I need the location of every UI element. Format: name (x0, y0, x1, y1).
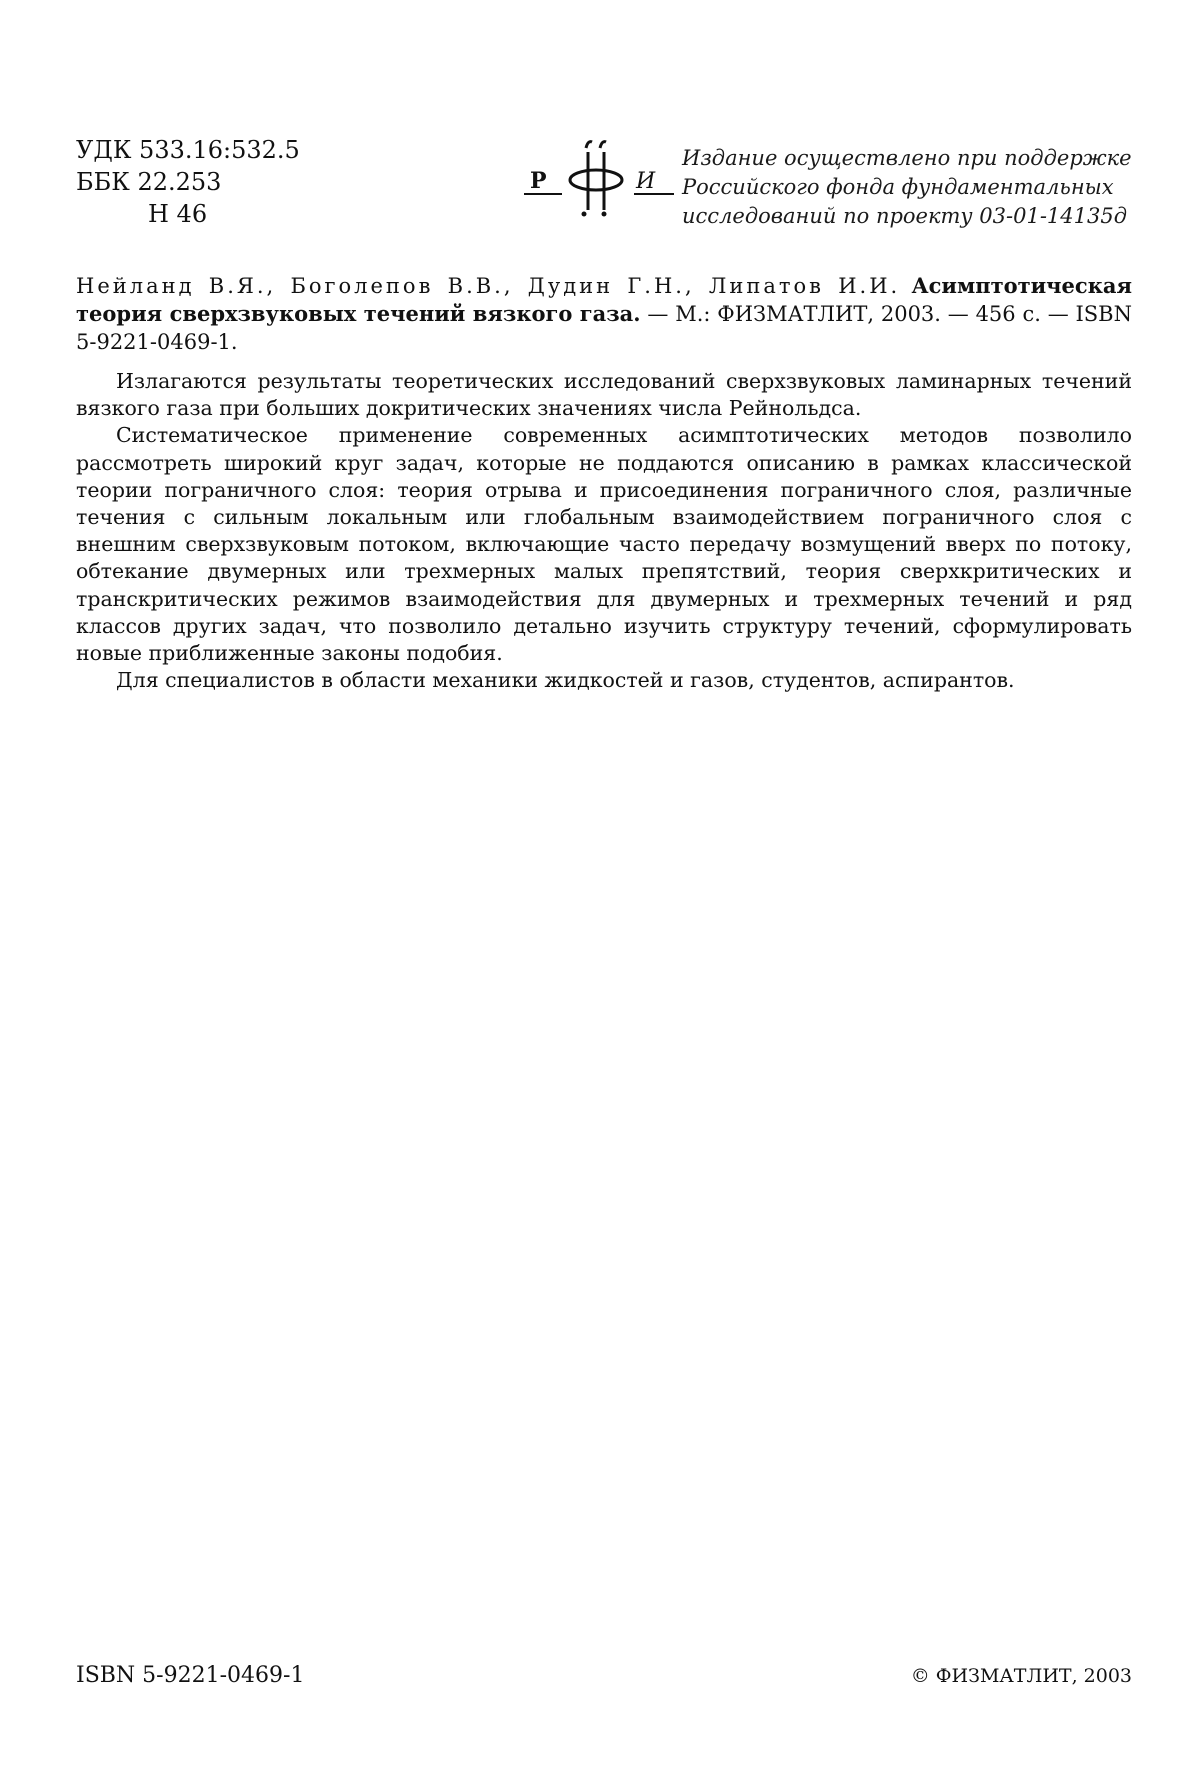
rffi-logo-icon (524, 138, 674, 222)
footer-isbn: ISBN 5-9221-0469-1 (76, 1663, 305, 1688)
udk-code: УДК 533.16:532.5 (76, 136, 300, 164)
logo-letter-left: Р (530, 168, 547, 194)
footer-copyright: © ФИЗМАТЛИТ, 2003 (910, 1665, 1132, 1687)
support-line: исследований по проекту 03-01-14135д (682, 204, 1128, 228)
record-title: Асимптотическая теория сверхзвуковых течений вязкого газа. (76, 273, 1132, 326)
record-authors: Нейланд В.Я., Боголепов В.В., Дудин Г.Н., Липатов И.И. (76, 274, 901, 298)
logo-letter-right: И (636, 169, 656, 194)
author-mark: Н 46 (148, 200, 208, 228)
publication-support-note (682, 144, 1132, 231)
bbk-code: ББК 22.253 (76, 168, 222, 196)
bibliographic-record (76, 272, 1132, 356)
support-line: Российского фонда фундаментальных (682, 175, 1114, 199)
record-imprint: — М.: ФИЗМАТЛИТ, 2003. — 456 с. — ISBN 5-9221-0469-1. (76, 302, 1132, 354)
classification-codes (76, 134, 300, 230)
abstract-paragraph: Систематическое применение современных асимптотических методов позволило рассмотреть широкий круг задач, которые не поддаются описанию в рамках классической теории пограничного слоя: теория отрыва и присоединения пограничного слоя, различные течения с сильным локальным или глобальным взаимодействием пограничного слоя с внешним сверхзвуковым потоком, включающие часто передачу возмущений вверх по потоку, обтекание двумерных или трехмерных малых препятствий, теория сверхкритических и транскритических режимов взаимодействия для двумерных и трехмерных течений и ряд классов других задач, что позволило детально изучить структуру течений, сформулировать новые приближенные законы подобия. (76, 423, 1132, 666)
abstract (76, 368, 1132, 694)
abstract-paragraph: Для специалистов в области механики жидкостей и газов, студентов, аспирантов. (116, 668, 1015, 693)
abstract-paragraph: Излагаются результаты теоретических исследований сверхзвуковых ламинарных течений вязкого газа при больших докритических значениях числа Рейнольдса. (76, 369, 1132, 421)
support-line: Издание осуществлено при поддержке (682, 146, 1132, 170)
